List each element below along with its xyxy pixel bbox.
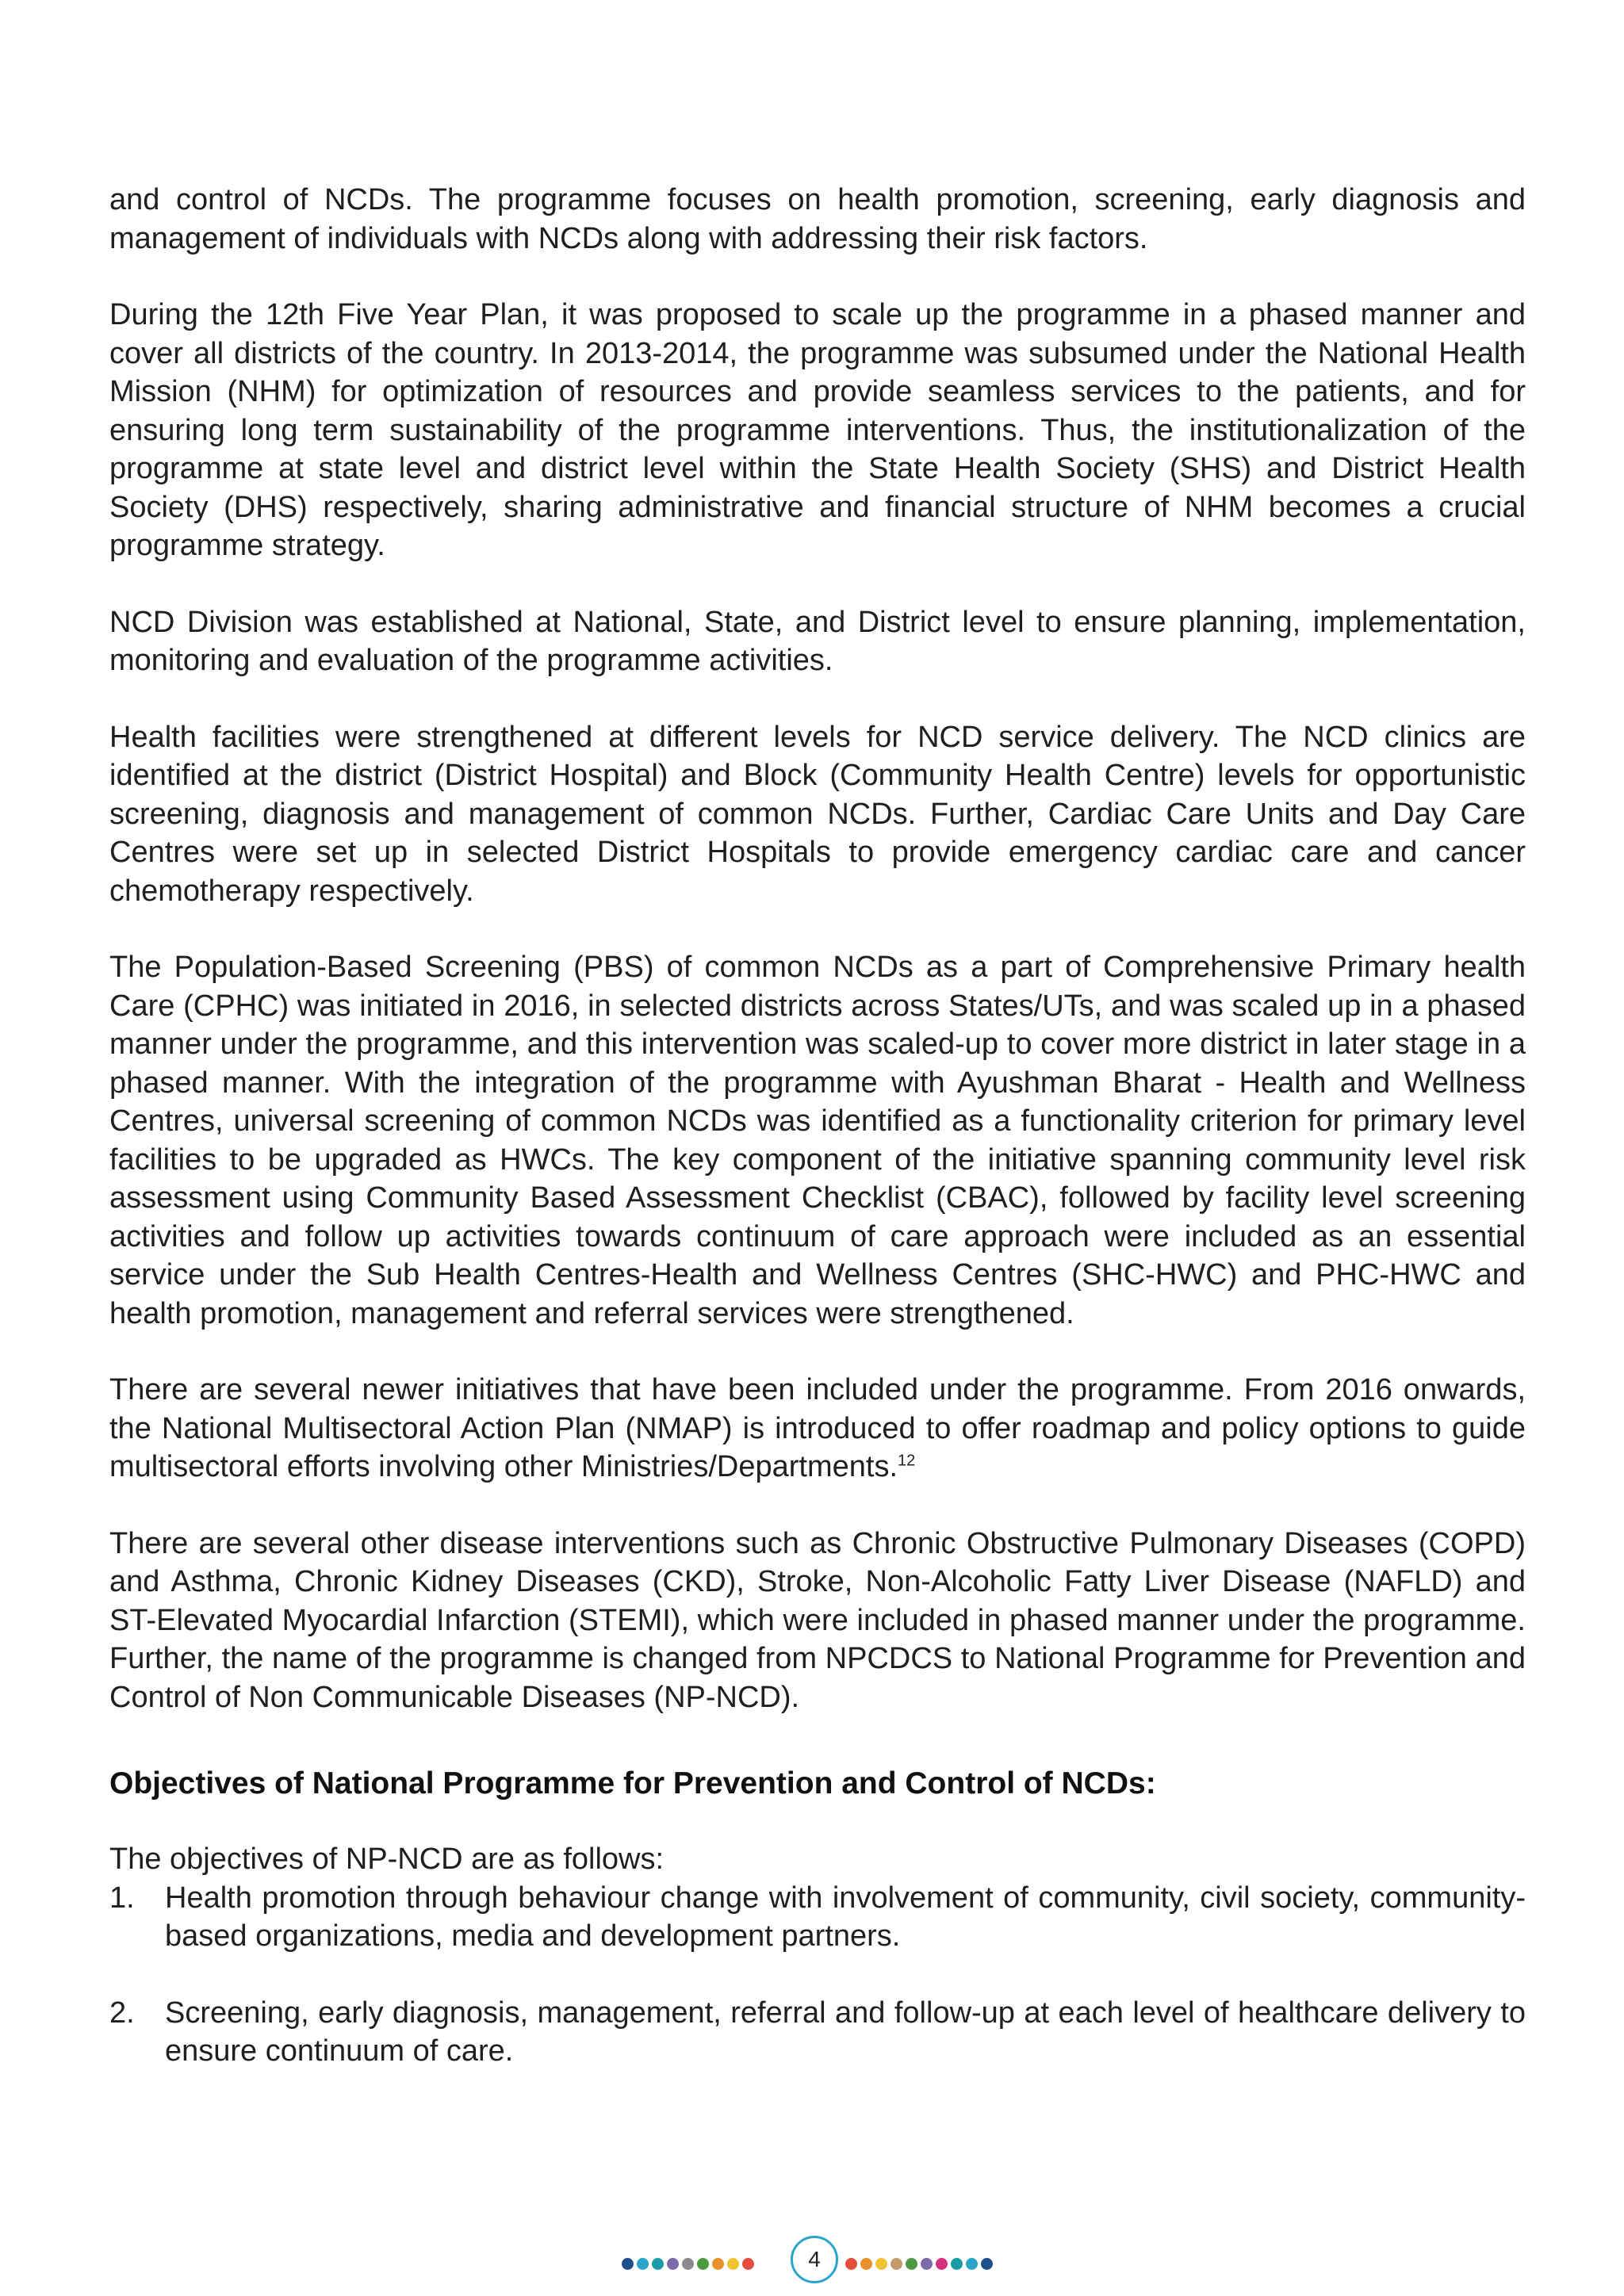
paragraph-health-facilities: Health facilities were strengthened at different levels for NCD service delivery. The NCD clinics are identified at the district (District Hospital) and Block (Community Health Centre) levels for opportunistic screening, diagnosis and management of common NCDs. Further, Cardiac Care Units and Day Care Centres were set up in selected District Hospitals to provide emergency cardiac care and cancer chemotherapy respectively. — [109, 720, 1526, 908]
decorative-dot — [951, 2258, 963, 2270]
decorative-dot — [682, 2258, 694, 2270]
decorative-dot — [860, 2258, 872, 2270]
objective-text: Health promotion through behaviour change with involvement of community, civil society, community-based organizations, media and development partners. — [165, 1881, 1526, 1953]
objective-item — [109, 1994, 1526, 2071]
objective-number: 1. — [109, 1881, 135, 1915]
paragraph-five-year-plan: During the 12th Five Year Plan, it was proposed to scale up the programme in a phased manner and cover all districts of the country. In 2013-2014, the programme was subsumed under the National Health Mission (NHM) for optimization of resources and provide seamless services to the patients, and for ensuring long term sustainability of the programme interventions. Thus, the institutionalization of the programme at state level and district level within the State Health Society (SHS) and District Health Society (DHS) respectively, sharing administrative and financial structure of NHM becomes a crucial programme strategy. — [109, 298, 1526, 562]
page-number-badge — [791, 2236, 838, 2283]
decorative-dots-right — [845, 2258, 993, 2270]
decorative-dot — [622, 2258, 634, 2270]
decorative-dot — [921, 2258, 933, 2270]
decorative-dot — [981, 2258, 993, 2270]
nmap-text: There are several newer initiatives that have been included under the programme. From 2016 onwards, the National Multisectoral Action Plan (NMAP) is introduced to offer roadmap and policy options to guide multisectoral efforts involving other Ministries/Departments. — [109, 1373, 1526, 1483]
objectives-list — [109, 1879, 1526, 2071]
decorative-dot — [845, 2258, 857, 2270]
paragraph-ncd-division: NCD Division was established at National, State, and District level to ensure planning, implementation, monitoring and evaluation of the programme activities. — [109, 605, 1526, 677]
decorative-dot — [712, 2258, 724, 2270]
decorative-dot — [906, 2258, 917, 2270]
decorative-dot — [652, 2258, 664, 2270]
objectives-intro: The objectives of NP-NCD are as follows: — [109, 1843, 665, 1876]
decorative-dot — [966, 2258, 978, 2270]
objective-item — [109, 1879, 1526, 1956]
paragraph-nmap — [109, 1371, 1526, 1487]
objective-number: 2. — [109, 1996, 135, 2030]
decorative-dot — [936, 2258, 948, 2270]
decorative-dot — [667, 2258, 679, 2270]
decorative-dot — [727, 2258, 739, 2270]
decorative-dot — [697, 2258, 709, 2270]
decorative-dot — [742, 2258, 754, 2270]
footnote-marker: 12 — [898, 1452, 916, 1470]
page-number: 4 — [808, 2247, 821, 2271]
objective-text: Screening, early diagnosis, management, referral and follow-up at each level of healthcare delivery to ensure continuum of care. — [165, 1996, 1526, 2068]
paragraph-population-screening: The Population-Based Screening (PBS) of common NCDs as a part of Comprehensive Primary health Care (CPHC) was initiated in 2016, in selected districts across States/UTs, and was scaled up in a phased manner under the programme, and this intervention was scaled-up to cover more district in later stage in a phased manner. With the integration of the programme with Ayushman Bharat - Health and Wellness Centres, universal screening of common NCDs was identified as a functionality criterion for primary level facilities to be upgraded as HWCs. The key component of the initiative spanning community level risk assessment using Community Based Assessment Checklist (CBAC), followed by facility level screening activities and follow up activities towards continuum of care approach were included as an essential service under the Sub Health Centres-Health and Wellness Centres (SHC-HWC) and PHC-HWC and health promotion, management and referral services were strengthened. — [109, 951, 1526, 1330]
decorative-dot — [875, 2258, 887, 2270]
page-footer — [0, 2236, 1624, 2290]
document-body — [109, 181, 1526, 2109]
decorative-dot — [637, 2258, 649, 2270]
decorative-dot — [891, 2258, 902, 2270]
paragraph-ncd-control: and control of NCDs. The programme focuses on health promotion, screening, early diagnosis and management of individuals with NCDs along with addressing their risk factors. — [109, 183, 1526, 255]
decorative-dots-left — [622, 2258, 754, 2270]
paragraph-disease-interventions: There are several other disease interventions such as Chronic Obstructive Pulmonary Diseases (COPD) and Asthma, Chronic Kidney Diseases (CKD), Stroke, Non-Alcoholic Fatty Liver Disease (NAFLD) and ST-Elevated Myocardial Infarction (STEMI), which were included in phased manner under the programme. Further, the name of the programme is changed from NPCDCS to National Programme for Prevention and Control of Non Communicable Diseases (NP-NCD). — [109, 1526, 1526, 1714]
objectives-heading: Objectives of National Programme for Prevention and Control of NCDs: — [109, 1766, 1156, 1800]
